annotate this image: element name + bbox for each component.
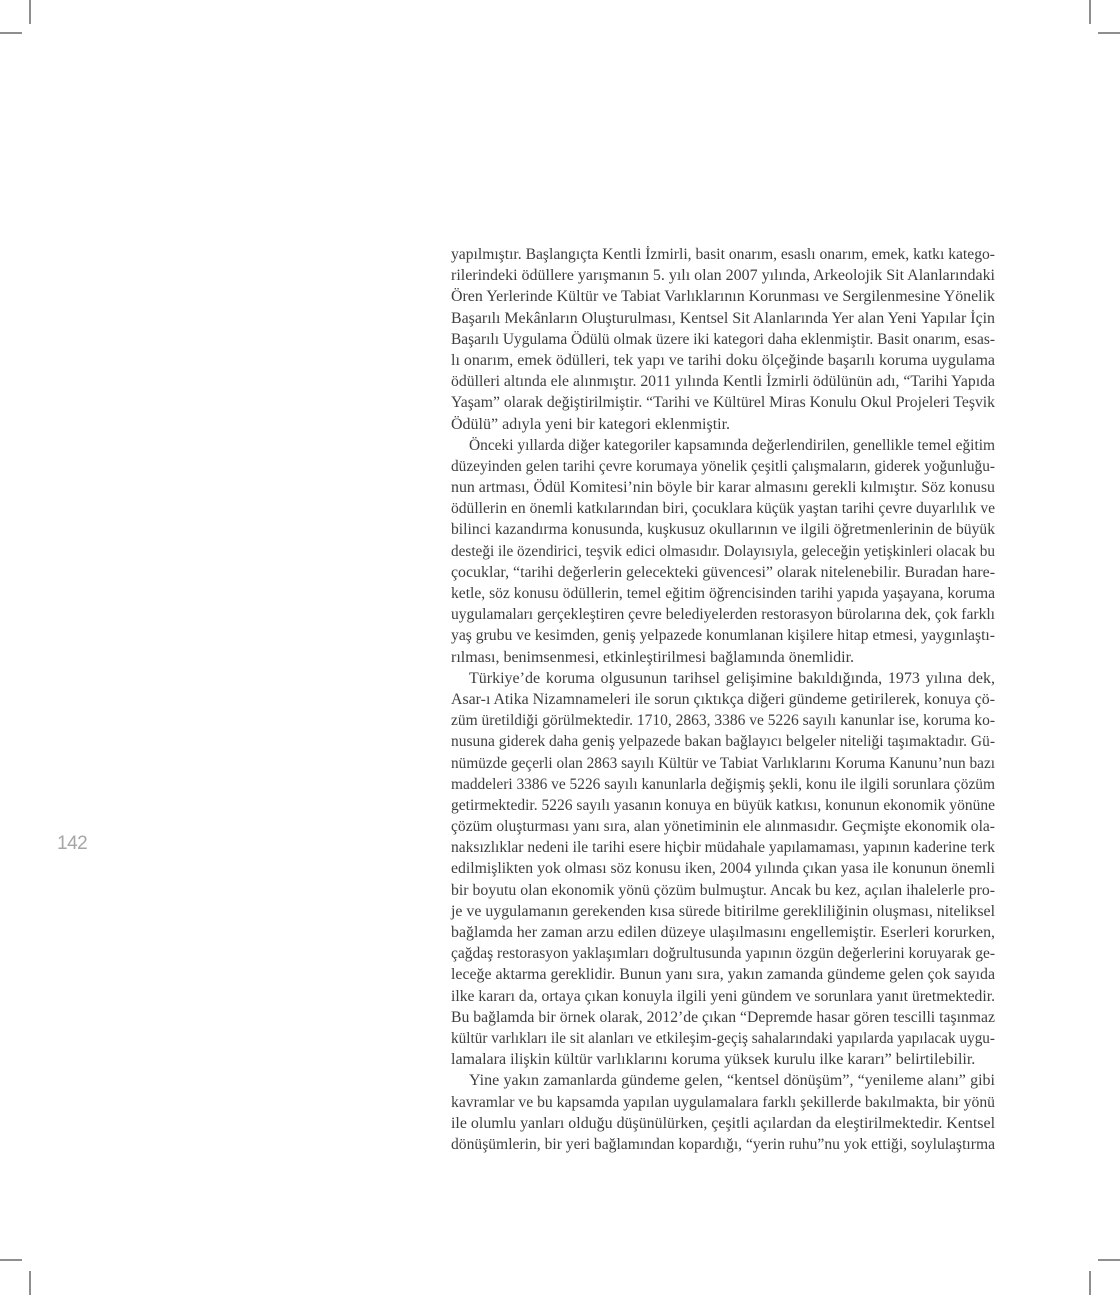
crop-mark-top-right-horizontal [1098,32,1120,34]
crop-mark-bottom-right-horizontal [1098,1259,1120,1261]
crop-mark-top-left-vertical [29,0,31,24]
text-line: ilke kararı da, ortaya çıkan konuyla ilgili yeni gündem ve sorunlara yanıt üretmektedir. [451,987,995,1005]
text-line: yaş grubu ve kesimden, geniş yelpazede konumlanan kişilere hitap etmesi, yaygınlaştı- [451,627,995,645]
text-line: leceğe aktarma gereklidir. Bunun yanı sıra, yakın zamanda gündeme gelen çok sayıda [451,966,995,984]
text-line: lamalara ilişkin kültür varlıklarını koruma yüksek kurulu ilke kararı” belirtilebilir. [451,1051,976,1069]
text-line: ödüllerin en önemli katkılarından biri, çocuklara küçük yaştan tarihi çevre duyarlılık ve [451,500,995,518]
text-line: nümüzde geçerli olan 2863 sayılı Kültür ve Tabiat Varlıklarını Koruma Kanunu’nun bazı [451,754,995,772]
crop-mark-top-left-horizontal [0,32,22,34]
text-line: yapılmıştır. Başlangıçta Kentli İzmirli, basit onarım, esaslı onarım, emek, katkı katego- [451,246,995,263]
text-line: bir boyutu olan ekonomik yönü çözüm bulmuştur. Ancak bu kez, açılan ihalelerle pro- [451,881,995,899]
text-line: Ören Yerlerinde Kültür ve Tabiat Varlıklarının Korunması ve Sergilenmesine Yönelik [451,288,995,306]
text-line: düzeyinden gelen tarihi çevre korumaya yönelik çeşitli çalışmaların, giderek yoğunluğu- [451,457,995,475]
crop-mark-bottom-left-vertical [29,1271,31,1295]
paragraph [451,435,995,668]
text-line: Başarılı Mekânların Oluşturulması, Kentsel Sit Alanlarında Yer alan Yeni Yapılar İçin [451,309,995,327]
text-line: Türkiye’de koruma olgusunun tarihsel gelişimine bakıldığında, 1973 yılına dek, [469,669,995,687]
text-line: ketle, söz konusu ödüllerin, temel eğitim öğrencisinden tarihi yapıda yaşayana, koruma [451,585,995,602]
paragraph [451,668,995,1071]
body-text [451,244,995,1155]
text-line: bilinci kazandırma konusunda, kuşkusuz okullarının ve ilgili öğretmenlerinin de büyük [451,521,995,539]
text-line: kültür varlıkları ile sit alanları ve etkileşim-geçiş sahalarındaki yapılarda yapılacak uygu- [451,1029,995,1047]
text-line: bağlamda her zaman arzu edilen düzeye ulaşılmasını engellemiştir. Eserleri korurken, [451,924,995,941]
paragraph [451,244,995,435]
text-line: Bu bağlamda bir örnek olarak, 2012’de çıkan “Depremde hasar gören tescilli taşınmaz [451,1008,995,1026]
text-line: Önceki yıllarda diğer kategoriler kapsamında değerlendirilen, genellikle temel eğitim [469,436,995,454]
text-line: çağdaş restorasyon yaklaşımları doğrultusunda yapının özgün değerlerini koruyarak ge- [451,945,995,963]
text-line: nun artması, Ödül Komitesi’nin böyle bir karar almasını gerekli kılmıştır. Söz konusu [451,479,995,497]
text-line: züm üretildiği görülmektedir. 1710, 2863, 3386 ve 5226 sayılı kanunlar ise, koruma ko- [451,712,995,730]
text-line: Ödülü” adıyla yeni bir kategori eklenmiştir. [451,415,731,433]
text-line: çocuklar, “tarihi değerlerin gelecekteki güvencesi” olarak nitelenebilir. Buradan hare- [451,563,995,581]
text-line: Yaşam” olarak değiştirilmiştir. “Tarihi ve Kültürel Miras Konulu Okul Projeleri Teşvik [451,394,995,412]
text-line: ödülleri altında ele alınmıştır. 2011 yılında Kentli İzmirli ödülünün adı, “Tarihi Yapıda [451,373,995,391]
text-line: edilmişlikten yok olması söz konusu iken, 2004 yılında çıkan yasa ile konunun önemli [451,860,995,878]
crop-mark-bottom-right-vertical [1089,1271,1091,1295]
text-line: Başarılı Uygulama Ödülü olmak üzere iki kategori daha eklenmiştir. Basit onarım, esas- [451,330,995,348]
text-line: Yine yakın zamanlarda gündeme gelen, “kentsel dönüşüm”, “yenileme alanı” gibi [469,1072,995,1090]
text-line: lı onarım, emek ödülleri, tek yapı ve tarihi doku ölçeğinde başarılı koruma uygulama [451,351,995,369]
page-number: 142 [57,833,88,854]
text-line: maddeleri 3386 ve 5226 sayılı kanunlarla değişmiş şekli, konu ile ilgili sorunlara çözüm [451,775,995,793]
text-line: ile olumlu yanları olduğu düşünülürken, çeşitli açılardan da eleştirilmektedir. Kentsel [451,1114,995,1132]
text-line: rilerindeki ödüllere yarışmanın 5. yılı olan 2007 yılında, Arkeolojik Sit Alanlarındaki [451,267,995,285]
text-line: rılması, benimsenmesi, etkinleştirilmesi bağlamında önemlidir. [451,648,855,666]
paragraph [451,1070,995,1155]
text-line: kavramlar ve bu kapsamda yapılan uygulamalara farklı şekillerde bakılmakta, bir yönü [451,1093,995,1111]
text-line: çözüm oluşturması yanı sıra, alan yönetiminin ele alınmasıdır. Geçmişte ekonomik ola- [451,818,995,836]
text-line: uygulamaları gerçekleştiren çevre belediyelerden restorasyon bürolarına dek, çok farklı [451,606,995,624]
text-line: dönüşümlerin, bir yeri bağlamından kopardığı, “yerin ruhu”nu yok ettiği, soylulaştırma [451,1135,995,1153]
crop-mark-top-right-vertical [1089,0,1091,24]
text-line: nusuna giderek daha geniş yelpazede bakan bağlayıcı belgeler niteliği taşımaktadır. Gü- [451,733,995,751]
text-line: naksızlıklar nedeni ile tarihi esere hiçbir müdahale yapılamaması, yapının kaderine terk [451,839,995,857]
text-line: je ve uygulamanın gerekenden kısa sürede bitirilme gerekliliğinin oluşması, niteliksel [451,902,995,920]
text-line: desteği ile özendirici, teşvik edici olmasıdır. Dolayısıyla, geleceğin yetişkinleri olacak bu [451,542,995,560]
text-line: getirmektedir. 5226 sayılı yasanın konuya en büyük katkısı, konunun ekonomik yönüne [451,796,995,814]
crop-mark-bottom-left-horizontal [0,1259,22,1261]
text-line: Asar-ı Atika Nizamnameleri ile sorun çıktıkça diğeri gündeme getirilerek, konuya çö- [451,690,995,708]
